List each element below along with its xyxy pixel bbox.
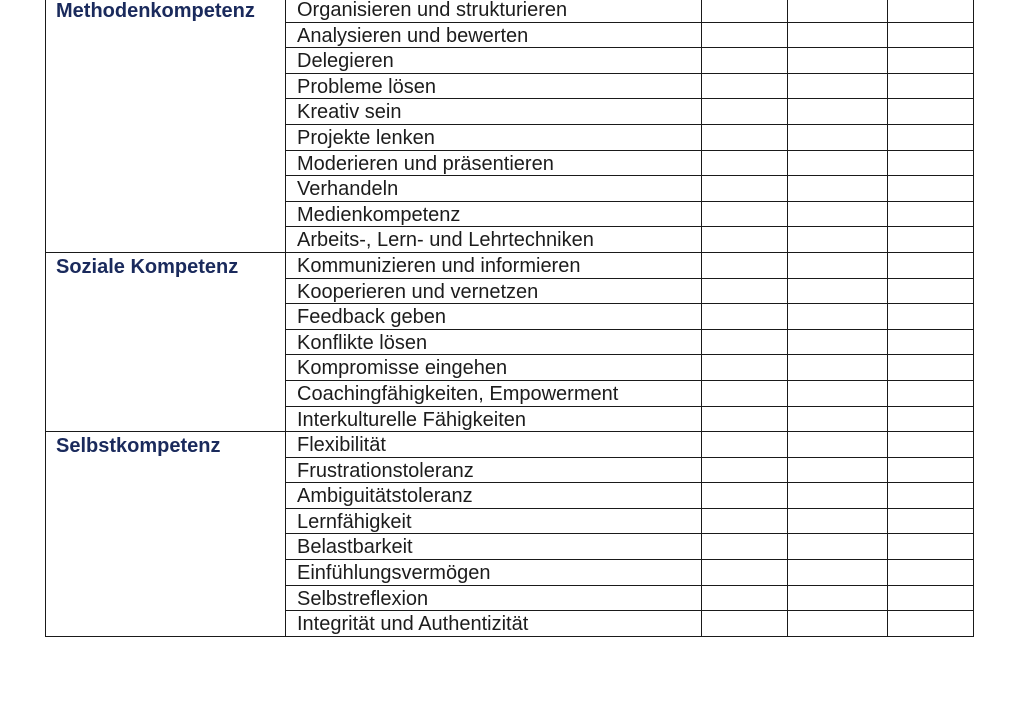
skill-label: Moderieren und präsentieren xyxy=(286,150,702,176)
rating-cell-3 xyxy=(888,22,974,48)
rating-cell-3 xyxy=(888,483,974,509)
rating-cell-2 xyxy=(788,585,888,611)
rating-cell-1 xyxy=(702,0,788,22)
rating-cell-3 xyxy=(888,355,974,381)
rating-cell-1 xyxy=(702,508,788,534)
skill-label: Konflikte lösen xyxy=(286,329,702,355)
skill-label: Frustrationstoleranz xyxy=(286,457,702,483)
rating-cell-1 xyxy=(702,585,788,611)
rating-cell-3 xyxy=(888,329,974,355)
rating-cell-1 xyxy=(702,432,788,458)
rating-cell-2 xyxy=(788,457,888,483)
rating-cell-3 xyxy=(888,99,974,125)
rating-cell-2 xyxy=(788,483,888,509)
skill-label: Einfühlungsvermögen xyxy=(286,560,702,586)
rating-cell-1 xyxy=(702,329,788,355)
rating-cell-1 xyxy=(702,380,788,406)
rating-cell-1 xyxy=(702,534,788,560)
rating-cell-3 xyxy=(888,73,974,99)
skill-label: Ambiguitätstoleranz xyxy=(286,483,702,509)
rating-cell-1 xyxy=(702,304,788,330)
rating-cell-2 xyxy=(788,0,888,22)
rating-cell-2 xyxy=(788,560,888,586)
skill-label: Kompromisse eingehen xyxy=(286,355,702,381)
rating-cell-2 xyxy=(788,611,888,637)
rating-cell-2 xyxy=(788,201,888,227)
skill-label: Medienkompetenz xyxy=(286,201,702,227)
skill-label: Analysieren und bewerten xyxy=(286,22,702,48)
skill-label: Kommunizieren und informieren xyxy=(286,252,702,278)
skill-label: Probleme lösen xyxy=(286,73,702,99)
rating-cell-2 xyxy=(788,99,888,125)
rating-cell-2 xyxy=(788,48,888,74)
skill-label: Projekte lenken xyxy=(286,124,702,150)
rating-cell-2 xyxy=(788,534,888,560)
rating-cell-2 xyxy=(788,124,888,150)
skill-label: Flexibilität xyxy=(286,432,702,458)
rating-cell-1 xyxy=(702,355,788,381)
skill-label: Organisieren und strukturieren xyxy=(286,0,702,22)
rating-cell-2 xyxy=(788,252,888,278)
rating-cell-3 xyxy=(888,124,974,150)
rating-cell-2 xyxy=(788,508,888,534)
rating-cell-1 xyxy=(702,201,788,227)
rating-cell-3 xyxy=(888,0,974,22)
skill-label: Belastbarkeit xyxy=(286,534,702,560)
rating-cell-1 xyxy=(702,560,788,586)
table-row xyxy=(46,0,974,22)
rating-cell-3 xyxy=(888,508,974,534)
skill-label: Selbstreflexion xyxy=(286,585,702,611)
rating-cell-2 xyxy=(788,227,888,253)
rating-cell-2 xyxy=(788,329,888,355)
rating-cell-3 xyxy=(888,380,974,406)
rating-cell-1 xyxy=(702,150,788,176)
rating-cell-3 xyxy=(888,48,974,74)
skill-label: Feedback geben xyxy=(286,304,702,330)
rating-cell-1 xyxy=(702,406,788,432)
rating-cell-2 xyxy=(788,73,888,99)
rating-cell-1 xyxy=(702,124,788,150)
rating-cell-2 xyxy=(788,278,888,304)
rating-cell-2 xyxy=(788,355,888,381)
table-row xyxy=(46,432,974,458)
skill-label: Verhandeln xyxy=(286,176,702,202)
rating-cell-3 xyxy=(888,560,974,586)
skill-label: Integrität und Authentizität xyxy=(286,611,702,637)
skill-label: Arbeits-, Lern- und Lehrtechniken xyxy=(286,227,702,253)
rating-cell-3 xyxy=(888,432,974,458)
rating-cell-2 xyxy=(788,380,888,406)
rating-cell-3 xyxy=(888,227,974,253)
rating-cell-3 xyxy=(888,150,974,176)
skill-label: Lernfähigkeit xyxy=(286,508,702,534)
rating-cell-2 xyxy=(788,150,888,176)
skill-label: Interkulturelle Fähigkeiten xyxy=(286,406,702,432)
rating-cell-1 xyxy=(702,227,788,253)
competency-table-body xyxy=(46,0,974,636)
rating-cell-1 xyxy=(702,73,788,99)
category-label: Selbstkompetenz xyxy=(46,432,286,637)
rating-cell-3 xyxy=(888,252,974,278)
competency-table xyxy=(45,0,974,637)
rating-cell-1 xyxy=(702,278,788,304)
skill-label: Kooperieren und vernetzen xyxy=(286,278,702,304)
skill-label: Coachingfähigkeiten, Empowerment xyxy=(286,380,702,406)
rating-cell-2 xyxy=(788,432,888,458)
rating-cell-2 xyxy=(788,22,888,48)
rating-cell-3 xyxy=(888,611,974,637)
skill-label: Kreativ sein xyxy=(286,99,702,125)
table-row xyxy=(46,252,974,278)
rating-cell-1 xyxy=(702,99,788,125)
rating-cell-1 xyxy=(702,483,788,509)
category-label: Methodenkompetenz xyxy=(46,0,286,252)
rating-cell-3 xyxy=(888,278,974,304)
rating-cell-3 xyxy=(888,534,974,560)
rating-cell-3 xyxy=(888,457,974,483)
skill-label: Delegieren xyxy=(286,48,702,74)
rating-cell-3 xyxy=(888,176,974,202)
rating-cell-3 xyxy=(888,201,974,227)
rating-cell-3 xyxy=(888,585,974,611)
rating-cell-1 xyxy=(702,611,788,637)
rating-cell-3 xyxy=(888,304,974,330)
rating-cell-2 xyxy=(788,406,888,432)
rating-cell-3 xyxy=(888,406,974,432)
rating-cell-1 xyxy=(702,22,788,48)
rating-cell-1 xyxy=(702,48,788,74)
rating-cell-2 xyxy=(788,176,888,202)
rating-cell-2 xyxy=(788,304,888,330)
rating-cell-1 xyxy=(702,252,788,278)
category-label: Soziale Kompetenz xyxy=(46,252,286,431)
rating-cell-1 xyxy=(702,457,788,483)
rating-cell-1 xyxy=(702,176,788,202)
